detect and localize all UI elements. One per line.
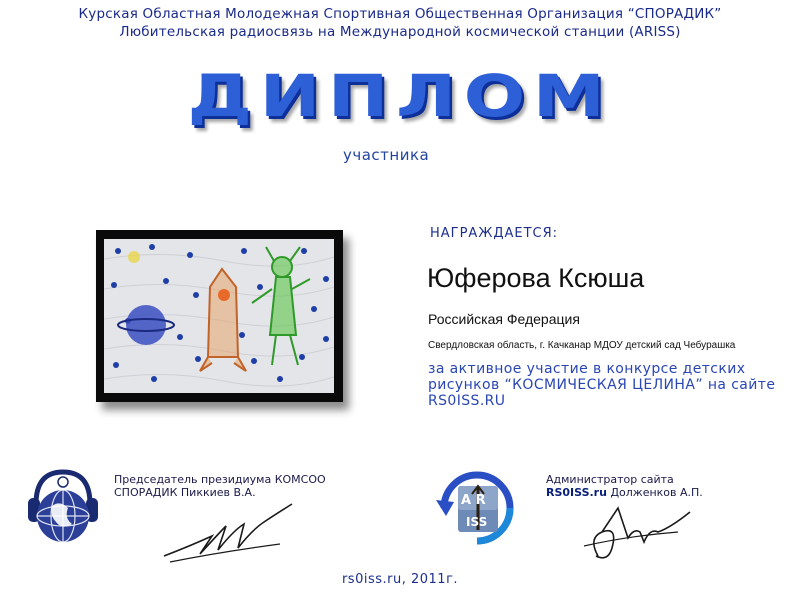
globe-headphones-logo xyxy=(26,466,100,552)
diploma-subtitle: участника xyxy=(343,146,430,164)
organization-line-1: Курская Областная Молодежная Спортивная Общественная Организация “СПОРАДИК” xyxy=(78,6,722,22)
chairman-title: Председатель президиума КОМСОО СПОРАДИК Пиккиев В.А. xyxy=(114,473,326,499)
footer-text: rs0iss.ru, 2011г. xyxy=(341,572,459,587)
admin-name: Долженков А.П. xyxy=(610,485,703,499)
administrator-signature xyxy=(578,498,698,568)
svg-text:A R: A R xyxy=(461,493,486,508)
award-reason: за активное участие в конкурсе детских рисунков “КОСМИЧЕСКАЯ ЦЕЛИНА” на сайте RS0ISS.RU xyxy=(428,361,776,409)
awardee-name: Юферова Ксюша xyxy=(427,263,645,293)
administrator-title xyxy=(546,474,796,499)
awarded-label: НАГРАЖДАЕТСЯ: xyxy=(430,226,559,241)
drawing-frame xyxy=(96,230,343,402)
svg-text:ISS: ISS xyxy=(466,515,488,529)
child-drawing-image xyxy=(104,239,334,393)
admin-prefix: Администратор сайта xyxy=(546,473,674,486)
komsoo-logo xyxy=(26,466,100,552)
awardee-location: Свердловская область, г. Качканар МДОУ детский сад Чебурашка xyxy=(428,340,736,351)
ariss-logo xyxy=(432,464,522,552)
diploma-title: ДИПЛОМ xyxy=(187,62,613,130)
chairman-signature xyxy=(160,496,300,568)
organization-line-2: Любительская радиосвязь на Международной космической станции (ARISS) xyxy=(119,24,681,40)
awardee-country: Российская Федерация xyxy=(428,311,580,327)
child-drawing-rocket-alien-planet-icon xyxy=(104,239,334,393)
admin-site: RS0ISS.ru xyxy=(546,485,607,499)
